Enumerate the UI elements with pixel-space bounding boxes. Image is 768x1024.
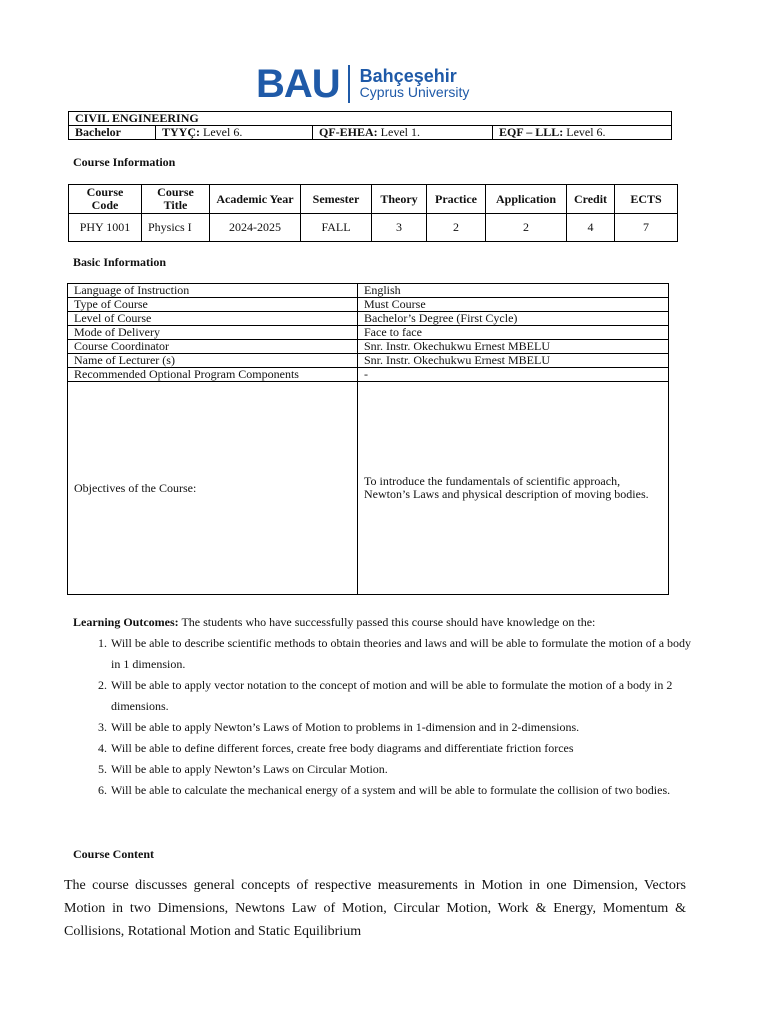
learning-outcomes	[73, 612, 693, 801]
optional-components-label: Recommended Optional Program Components	[68, 368, 358, 382]
logo-divider	[348, 65, 350, 103]
course-title-cell: Physics I	[142, 214, 210, 242]
delivery-mode-value: Face to face	[358, 326, 669, 340]
program-table	[68, 111, 672, 140]
language-value: English	[358, 284, 669, 298]
course-type-label: Type of Course	[68, 298, 358, 312]
qf-ehea-cell	[313, 126, 493, 140]
objectives-value: To introduce the fundamentals of scientific approach, Newton’s Laws and physical description of moving bodies.	[358, 382, 669, 595]
list-item: 4. Will be able to define different forces, create free body diagrams and differentiate friction forces	[110, 738, 693, 759]
practice-cell: 2	[427, 214, 486, 242]
list-item: 5. Will be able to apply Newton’s Laws on Circular Motion.	[110, 759, 693, 780]
header-practice: Practice	[427, 185, 486, 214]
logo-brand: BAU	[256, 62, 340, 106]
qf-ehea-value: Level 1.	[380, 125, 420, 139]
tyyc-cell	[156, 126, 313, 140]
department-cell: CIVIL ENGINEERING	[69, 112, 672, 126]
learning-outcomes-intro	[73, 612, 693, 633]
header-course-code: Course Code	[69, 185, 142, 214]
learning-outcomes-list	[73, 633, 693, 801]
list-item: 2. Will be able to apply vector notation to the concept of motion and will be able to formulate the motion of a body in 2 dimensions.	[110, 675, 693, 717]
header-credit: Credit	[567, 185, 615, 214]
delivery-mode-label: Mode of Delivery	[68, 326, 358, 340]
credit-cell: 4	[567, 214, 615, 242]
header-ects: ECTS	[615, 185, 678, 214]
basic-information-heading: Basic Information	[73, 255, 166, 269]
header-theory: Theory	[372, 185, 427, 214]
qf-ehea-label: QF-EHEA:	[319, 125, 378, 139]
learning-outcomes-label: Learning Outcomes:	[73, 615, 179, 629]
objectives-label: Objectives of the Course:	[68, 382, 358, 595]
header-semester: Semester	[301, 185, 372, 214]
table-row	[68, 298, 669, 312]
optional-components-value: -	[358, 368, 669, 382]
table-row	[68, 354, 669, 368]
university-logo	[256, 64, 469, 104]
eqf-lll-value: Level 6.	[566, 125, 606, 139]
course-level-label: Level of Course	[68, 312, 358, 326]
degree-cell: Bachelor	[69, 126, 156, 140]
lecturer-label: Name of Lecturer (s)	[68, 354, 358, 368]
eqf-lll-label: EQF – LLL:	[499, 125, 564, 139]
lecturer-value: Snr. Instr. Okechukwu Ernest MBELU	[358, 354, 669, 368]
header-course-title: Course Title	[142, 185, 210, 214]
course-content-heading: Course Content	[73, 847, 154, 861]
ects-cell: 7	[615, 214, 678, 242]
application-cell: 2	[486, 214, 567, 242]
course-type-value: Must Course	[358, 298, 669, 312]
list-item: 3. Will be able to apply Newton’s Laws of Motion to problems in 1-dimension and in 2-dimensions.	[110, 717, 693, 738]
tyyc-value: Level 6.	[203, 125, 243, 139]
course-code-cell: PHY 1001	[69, 214, 142, 242]
table-row	[68, 326, 669, 340]
course-information-table	[68, 184, 678, 242]
course-level-value: Bachelor’s Degree (First Cycle)	[358, 312, 669, 326]
header-application: Application	[486, 185, 567, 214]
learning-outcomes-intro-text: The students who have successfully passed this course should have knowledge on the:	[181, 615, 596, 629]
objectives-row	[68, 382, 669, 595]
semester-cell: FALL	[301, 214, 372, 242]
coordinator-label: Course Coordinator	[68, 340, 358, 354]
coordinator-value: Snr. Instr. Okechukwu Ernest MBELU	[358, 340, 669, 354]
academic-year-cell: 2024-2025	[210, 214, 301, 242]
language-label: Language of Instruction	[68, 284, 358, 298]
basic-information-table	[67, 283, 669, 595]
logo-university-name	[360, 68, 470, 100]
header-academic-year: Academic Year	[210, 185, 301, 214]
table-row	[68, 368, 669, 382]
table-row	[68, 340, 669, 354]
course-content-text: The course discusses general concepts of respective measurements in Motion in one Dimension, Vectors Motion in two Dimensions, Newtons Law of Motion, Circular Motion, Work & Energy, Momentum & Collisions, Rotational Motion and Static Equilibrium	[64, 878, 686, 939]
logo-line-2: Cyprus University	[359, 84, 470, 100]
tyyc-label: TYYÇ:	[162, 125, 200, 139]
list-item: 6. Will be able to calculate the mechanical energy of a system and will be able to formulate the collision of two bodies.	[110, 780, 693, 801]
logo-line-1: Bahçeşehir	[359, 66, 457, 86]
theory-cell: 3	[372, 214, 427, 242]
list-item: 1. Will be able to describe scientific methods to obtain theories and laws and will be able to formulate the motion of a body in 1 dimension.	[110, 633, 693, 675]
table-row	[68, 312, 669, 326]
course-information-heading: Course Information	[73, 155, 176, 169]
table-row	[68, 284, 669, 298]
eqf-lll-cell	[493, 126, 672, 140]
